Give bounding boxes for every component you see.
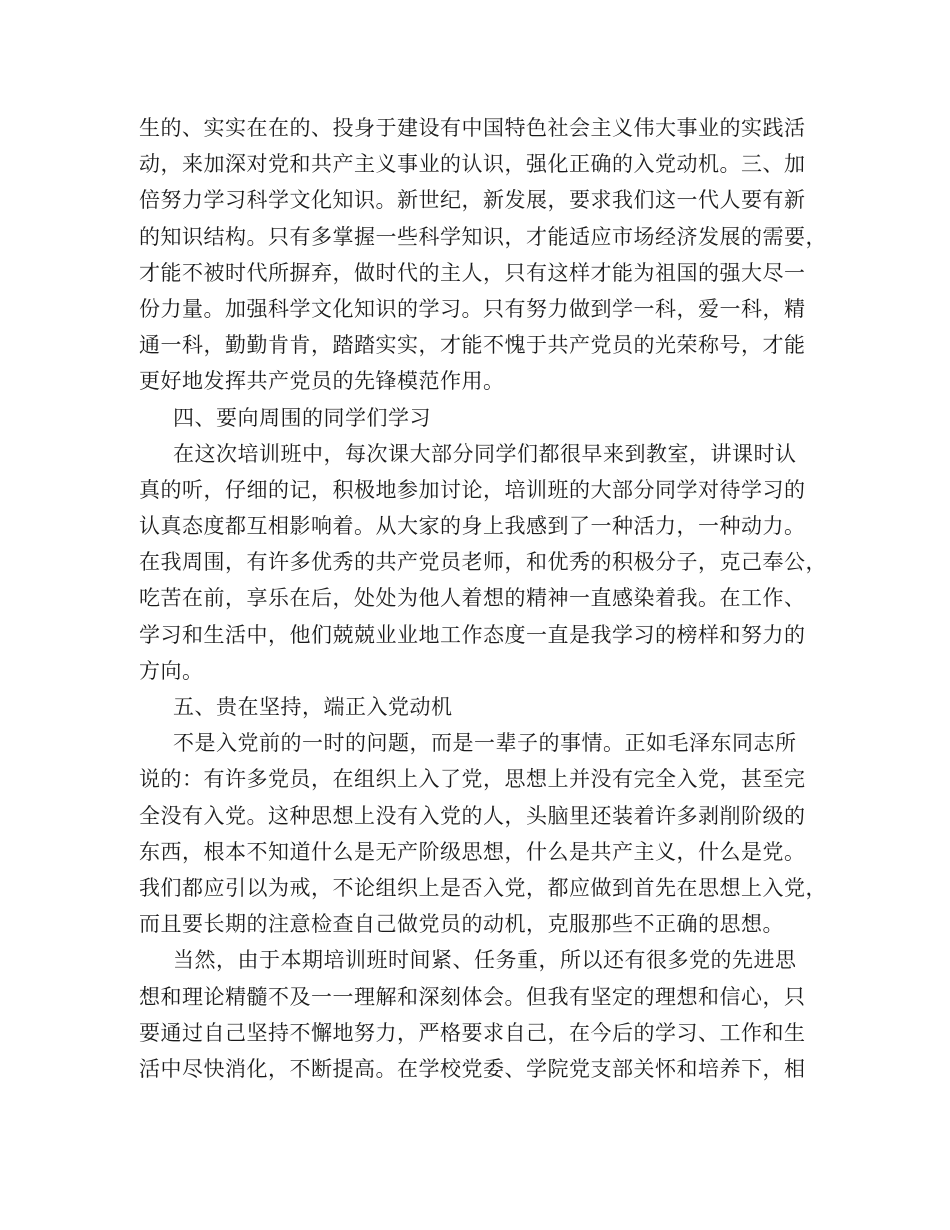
text-line: 动，来加深对党和共产主义事业的认识，强化正确的入党动机。三、加 — [139, 152, 806, 177]
text-line: 通一科，勤勤肯肯，踏踏实实，才能不愧于共产党员的光荣称号，才能 — [139, 333, 806, 358]
text-line: 在我周围，有许多优秀的共产党员老师，和优秀的积极分子，克己奉公， — [139, 550, 827, 575]
text-line: 我们都应引以为戒，不论组织上是否入党，都应做到首先在思想上入党， — [139, 875, 827, 900]
text-line: 才能不被时代所摒弃，做时代的主人，只有这样才能为祖国的强大尽一 — [139, 260, 806, 285]
text-line: 吃苦在前，享乐在后，处处为他人着想的精神一直感染着我。在工作、 — [139, 586, 806, 611]
text-line: 生的、实实在在的、投身于建设有中国特色社会主义伟大事业的实践活 — [139, 116, 806, 140]
document-body — [139, 110, 827, 1087]
text-line: 全没有入党。这种思想上没有入党的人，头脑里还装着许多剥削阶级的 — [139, 803, 806, 828]
text-line: 更好地发挥共产党员的先锋模范作用。 — [139, 369, 505, 394]
paragraph-start-line: 不是入党前的一时的问题，而是一辈子的事情。正如毛泽东同志所 — [173, 731, 797, 756]
paragraph-start-line: 在这次培训班中，每次课大部分同学们都很早来到教室，讲课时认 — [173, 441, 797, 466]
text-line: 东西，根本不知道什么是无产阶级思想，什么是共产主义，什么是党。 — [139, 839, 806, 864]
text-line: 活中尽快消化，不断提高。在学校党委、学院党支部关怀和培养下，相 — [139, 1056, 806, 1081]
text-line: 要通过自己坚持不懈地努力，严格要求自己，在今后的学习、工作和生 — [139, 1020, 806, 1045]
text-line: 份力量。加强科学文化知识的学习。只有努力做到学一科，爱一科，精 — [139, 296, 806, 321]
text-line: 学习和生活中，他们兢兢业业地工作态度一直是我学习的榜样和努力的 — [139, 622, 806, 647]
text-line: 倍努力学习科学文化知识。新世纪，新发展，要求我们这一代人要有新 — [139, 188, 806, 213]
paragraph-start-line: 五、贵在坚持，端正入党动机 — [173, 695, 453, 719]
text-line: 的知识结构。只有多掌握一些科学知识，才能适应市场经济发展的需要， — [139, 224, 827, 249]
text-line: 认真态度都互相影响着。从大家的身上我感到了一种活力，一种动力。 — [139, 514, 806, 539]
paragraph-start-line: 当然，由于本期培训班时间紧、任务重，所以还有很多党的先进思 — [173, 948, 797, 973]
text-line: 方向。 — [139, 658, 204, 683]
text-line: 想和理论精髓不及一一理解和深刻体会。但我有坚定的理想和信心，只 — [139, 984, 806, 1009]
text-line: 说的：有许多党员，在组织上入了党，思想上并没有完全入党，甚至完 — [139, 767, 806, 792]
paragraph-start-line: 四、要向周围的同学们学习 — [173, 405, 431, 430]
text-line: 而且要长期的注意检查自己做党员的动机，克服那些不正确的思想。 — [139, 912, 784, 937]
text-line: 真的听，仔细的记，积极地参加讨论，培训班的大部分同学对待学习的 — [139, 477, 806, 502]
